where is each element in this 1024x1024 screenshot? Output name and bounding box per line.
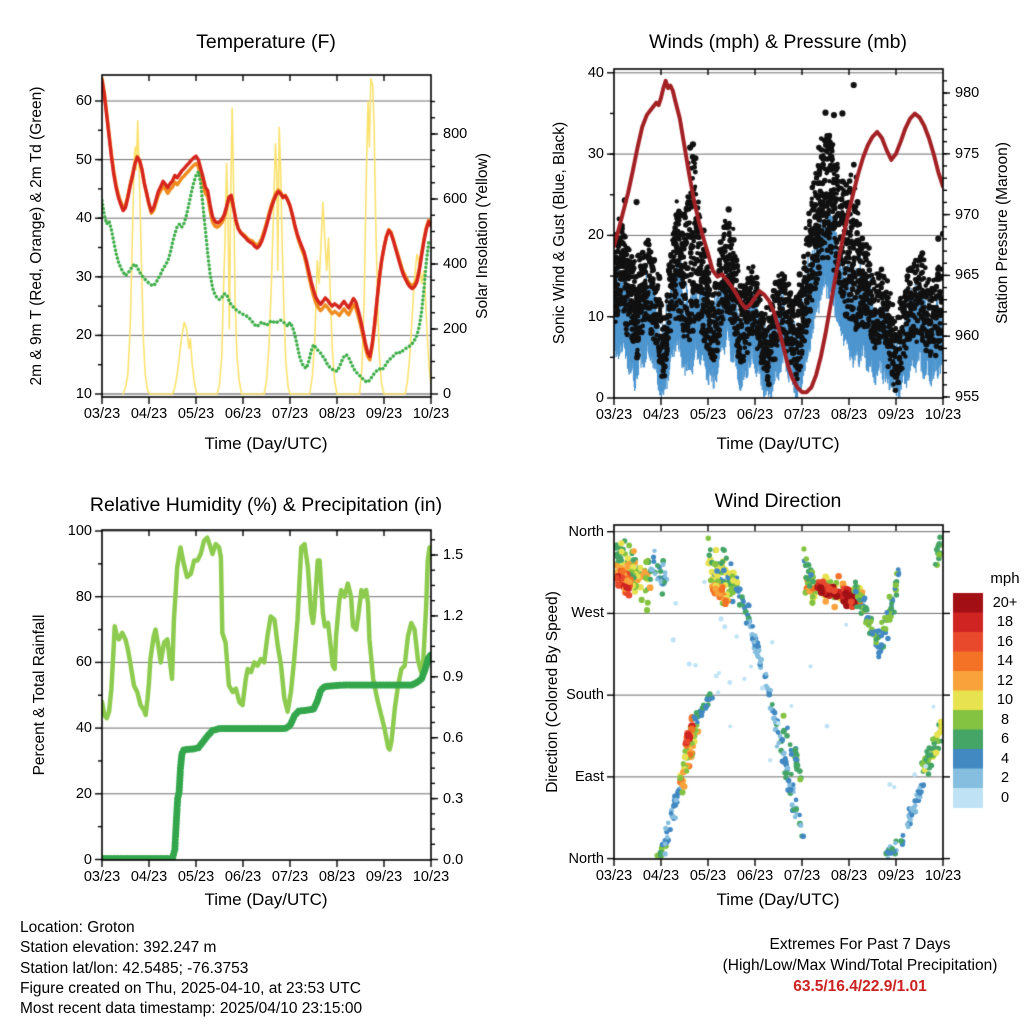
colorbar-band-label: 10 xyxy=(996,692,1014,709)
direction-xtick-label: 09/23 xyxy=(877,868,915,884)
wind-direction-title: Wind Direction xyxy=(714,490,842,512)
figure-created-timestamp: Figure created on Thu, 2025-04-10, at 23:53 UTC xyxy=(20,979,361,997)
direction-ytick-label: North xyxy=(568,850,604,867)
direction-xtick-label: 06/23 xyxy=(736,868,774,884)
direction-xtick-label: 03/23 xyxy=(595,868,633,884)
wind-xtick-label: 05/23 xyxy=(689,407,727,423)
precip-ytick-label: 1.5 xyxy=(443,547,464,563)
rh-ytick-label: 40 xyxy=(75,720,92,737)
rh-xtick-label: 08/23 xyxy=(318,869,356,885)
temp-xtick-label: 05/23 xyxy=(177,406,215,422)
colorbar-units-label: mph xyxy=(990,570,1020,587)
extremes-values: 63.5/16.4/22.9/1.01 xyxy=(793,978,927,995)
direction-ytick-label: West xyxy=(571,605,604,622)
rh-xtick-label: 07/23 xyxy=(271,869,309,885)
direction-ytick-label: North xyxy=(568,523,604,540)
solar-ytick-label: 800 xyxy=(443,126,468,142)
pressure-ytick-label: 975 xyxy=(955,145,980,162)
temp-ytick-label: 30 xyxy=(75,268,92,285)
colorbar-band-label: 12 xyxy=(996,672,1014,689)
solar-ytick-label: 200 xyxy=(443,321,468,337)
wind-ytick-label: 0 xyxy=(595,390,604,406)
rh-ytick-label: 0 xyxy=(83,851,92,868)
precip-ytick-label: 0.0 xyxy=(443,851,464,868)
temp-xtick-label: 10/23 xyxy=(412,406,450,422)
recent-data-timestamp: Most recent data timestamp: 2025/04/10 23:15:00 xyxy=(20,1000,363,1018)
wind-xtick-label: 06/23 xyxy=(736,407,774,423)
rh-xtick-label: 06/23 xyxy=(224,869,262,885)
station-location: Location: Groton xyxy=(20,919,135,936)
winds-ylabel-right: Station Pressure (Maroon) xyxy=(994,142,1011,324)
temp-ytick-label: 60 xyxy=(75,93,92,109)
wind-xtick-label: 10/23 xyxy=(924,407,962,423)
temp-xtick-label: 04/23 xyxy=(130,406,168,422)
colorbar-band-label: 8 xyxy=(1000,711,1010,728)
solar-ytick-label: 0 xyxy=(443,386,452,402)
pressure-ytick-label: 970 xyxy=(955,206,980,223)
wind-xtick-label: 09/23 xyxy=(877,407,915,423)
humidity-precip-title: Relative Humidity (%) & Precipitation (in) xyxy=(89,494,443,516)
precip-ytick-label: 0.3 xyxy=(443,790,464,807)
wind-ytick-label: 10 xyxy=(587,308,604,325)
direction-ytick-label: East xyxy=(574,768,604,785)
rh-ytick-label: 20 xyxy=(75,785,92,802)
precip-ytick-label: 0.6 xyxy=(443,729,464,746)
temperature-ylabel-left: 2m & 9m T (Red, Orange) & 2m Td (Green) xyxy=(28,86,45,386)
rh-xtick-label: 09/23 xyxy=(365,869,403,885)
wind-ytick-label: 20 xyxy=(587,227,604,244)
rh-ytick-label: 100 xyxy=(67,523,92,539)
colorbar-band-label: 4 xyxy=(1000,750,1010,767)
pressure-ytick-label: 955 xyxy=(955,389,980,405)
direction-xtick-label: 08/23 xyxy=(830,868,868,884)
rh-ytick-label: 80 xyxy=(75,588,92,605)
direction-ytick-label: South xyxy=(566,687,604,704)
direction-xtick-label: 07/23 xyxy=(783,868,821,884)
rh-xtick-label: 10/23 xyxy=(412,869,450,885)
temp-xtick-label: 03/23 xyxy=(83,406,121,422)
temp-ytick-label: 20 xyxy=(75,327,92,344)
colorbar-band-label: 0 xyxy=(1000,789,1010,806)
colorbar-band-label: 2 xyxy=(1000,770,1010,787)
winds-pressure-title: Winds (mph) & Pressure (mb) xyxy=(649,31,907,53)
extremes-heading: Extremes For Past 7 Days xyxy=(769,936,951,953)
temp-ytick-label: 50 xyxy=(75,151,92,168)
precip-ytick-label: 0.9 xyxy=(443,668,464,685)
direction-xtick-label: 10/23 xyxy=(924,868,962,884)
station-info xyxy=(20,918,362,1019)
rh-xtick-label: 04/23 xyxy=(130,869,168,885)
temp-xtick-label: 09/23 xyxy=(365,406,403,422)
pressure-ytick-label: 960 xyxy=(955,328,980,345)
wind-ytick-label: 30 xyxy=(587,146,604,163)
station-elevation: Station elevation: 392.247 m xyxy=(20,939,217,957)
colorbar-band-label: 6 xyxy=(1000,731,1010,748)
wind-xtick-label: 03/23 xyxy=(595,407,633,423)
temp-xtick-label: 07/23 xyxy=(271,406,309,422)
humidity-xlabel: Time (Day/UTC) xyxy=(204,890,328,909)
temperature-title: Temperature (F) xyxy=(196,31,336,53)
pressure-ytick-label: 965 xyxy=(955,267,980,284)
temp-xtick-label: 06/23 xyxy=(224,406,262,422)
winds-xlabel: Time (Day/UTC) xyxy=(716,434,840,453)
colorbar-band-label: 18 xyxy=(996,614,1014,631)
temp-ytick-label: 10 xyxy=(75,386,92,402)
wind-xtick-label: 08/23 xyxy=(830,407,868,423)
rh-xtick-label: 05/23 xyxy=(177,869,215,885)
humidity-ylabel-left: Percent & Total Rainfall xyxy=(31,614,48,776)
colorbar-band-label: 20+ xyxy=(992,594,1018,611)
solar-ytick-label: 600 xyxy=(443,191,468,207)
pressure-ytick-label: 980 xyxy=(955,85,980,101)
rh-ytick-label: 60 xyxy=(75,654,92,671)
direction-xtick-label: 04/23 xyxy=(642,868,680,884)
solar-ytick-label: 400 xyxy=(443,256,468,272)
temperature-ylabel-right: Solar Insolation (Yellow) xyxy=(474,153,491,319)
wind-xtick-label: 07/23 xyxy=(783,407,821,423)
extremes-subheading: (High/Low/Max Wind/Total Precipitation) xyxy=(722,957,998,974)
direction-xtick-label: 05/23 xyxy=(689,868,727,884)
winds-ylabel-left: Sonic Wind & Gust (Blue, Black) xyxy=(551,121,568,345)
precip-ytick-label: 1.2 xyxy=(443,607,464,624)
direction-xlabel: Time (Day/UTC) xyxy=(716,890,840,909)
rh-xtick-label: 03/23 xyxy=(83,869,121,885)
temp-ytick-label: 40 xyxy=(75,210,92,227)
colorbar-band-label: 14 xyxy=(996,653,1014,670)
colorbar-band-label: 16 xyxy=(996,633,1014,650)
temp-xtick-label: 08/23 xyxy=(318,406,356,422)
station-latlon: Station lat/lon: 42.5485; -76.3753 xyxy=(20,959,249,977)
wind-xtick-label: 04/23 xyxy=(642,407,680,423)
wind-ytick-label: 40 xyxy=(587,64,604,81)
direction-ylabel-left: Direction (Colored By Speed) xyxy=(544,591,561,793)
temperature-xlabel: Time (Day/UTC) xyxy=(204,434,328,453)
